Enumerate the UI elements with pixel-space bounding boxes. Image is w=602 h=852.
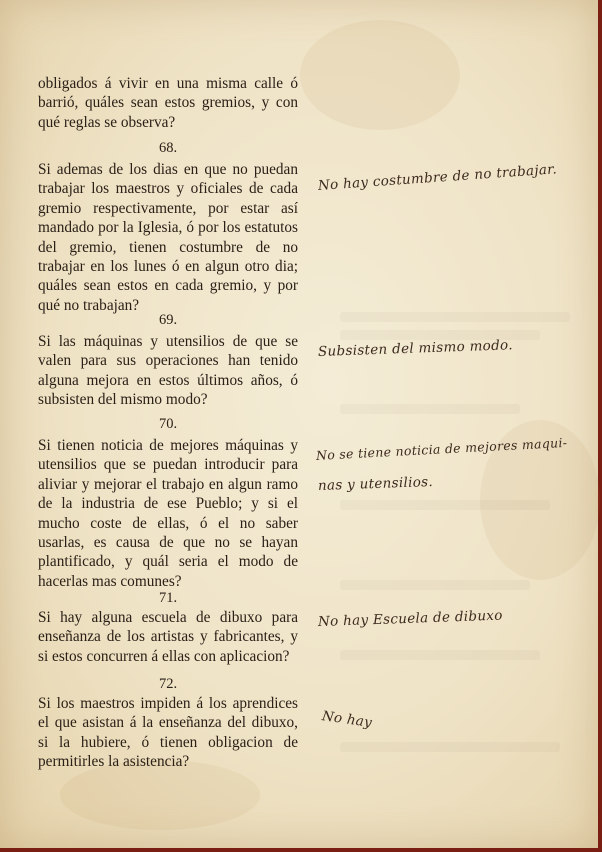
handwritten-answer: Subsisten del mismo modo. bbox=[317, 337, 514, 360]
paragraph-text: Si hay alguna escuela de dibuxo para enseñanza de los artistas y fabricantes, y si estos concurren á ellas con aplicacion? bbox=[38, 609, 298, 665]
handwritten-answer: No se tiene noticia de mejores maqui- bbox=[315, 434, 568, 463]
bleed-through bbox=[340, 500, 550, 510]
bleed-through bbox=[340, 580, 530, 590]
bleed-through bbox=[340, 742, 560, 752]
section-number: 72. bbox=[158, 676, 178, 692]
paragraph-text: Si ademas de los dias en que no puedan trabajar los maestros y oficiales de cada gremio respectivamente, por estar así mandado por la Iglesia, ó por los estatutos del gremio, tienen costumbre de no trabajar en los lunes ó en algun otro dia; quáles sean estos en cada gremio, y por qué no trabajan? bbox=[38, 161, 298, 314]
section-number: 69. bbox=[158, 312, 178, 328]
bleed-through bbox=[340, 312, 570, 322]
paper-stain bbox=[300, 20, 460, 130]
paragraph-text: obligados á vivir en una misma calle ó barrió, quáles sean estos gremios, y con qué reglas se observa? bbox=[38, 75, 298, 131]
section-number: 68. bbox=[158, 140, 178, 156]
handwritten-answer: No hay bbox=[320, 708, 374, 731]
section-number: 70. bbox=[158, 416, 178, 432]
paragraph-text: Si los maestros impiden á los aprendices el que asistan á la enseñanza del dibuxo, si la hubiere, ó tienen obligacion de permitirles la asistencia? bbox=[38, 695, 298, 771]
handwritten-answer: No hay Escuela de dibuxo bbox=[317, 607, 503, 630]
paragraph-text: Si las máquinas y utensilios de que se valen para sus operaciones han tenido alguna mejora en estos últimos años, ó subsisten del mismo modo? bbox=[38, 333, 298, 409]
bleed-through bbox=[340, 650, 540, 660]
handwritten-answer: No hay costumbre de no trabajar. bbox=[317, 161, 558, 194]
paragraph-text: Si tienen noticia de mejores máquinas y utensilios que se puedan introducir para aliviar y mejorar el trabajo en algun ramo de la industria de ese Pueblo; y si el mucho coste de ellas, ó el no saber usarlas, es causa de que no se hayan plantificado, y quál seria el modo de hacerlas mas comunes? bbox=[38, 437, 298, 590]
section-number: 71. bbox=[158, 590, 178, 606]
bleed-through bbox=[340, 404, 520, 414]
handwritten-answer: nas y utensilios. bbox=[317, 473, 434, 494]
